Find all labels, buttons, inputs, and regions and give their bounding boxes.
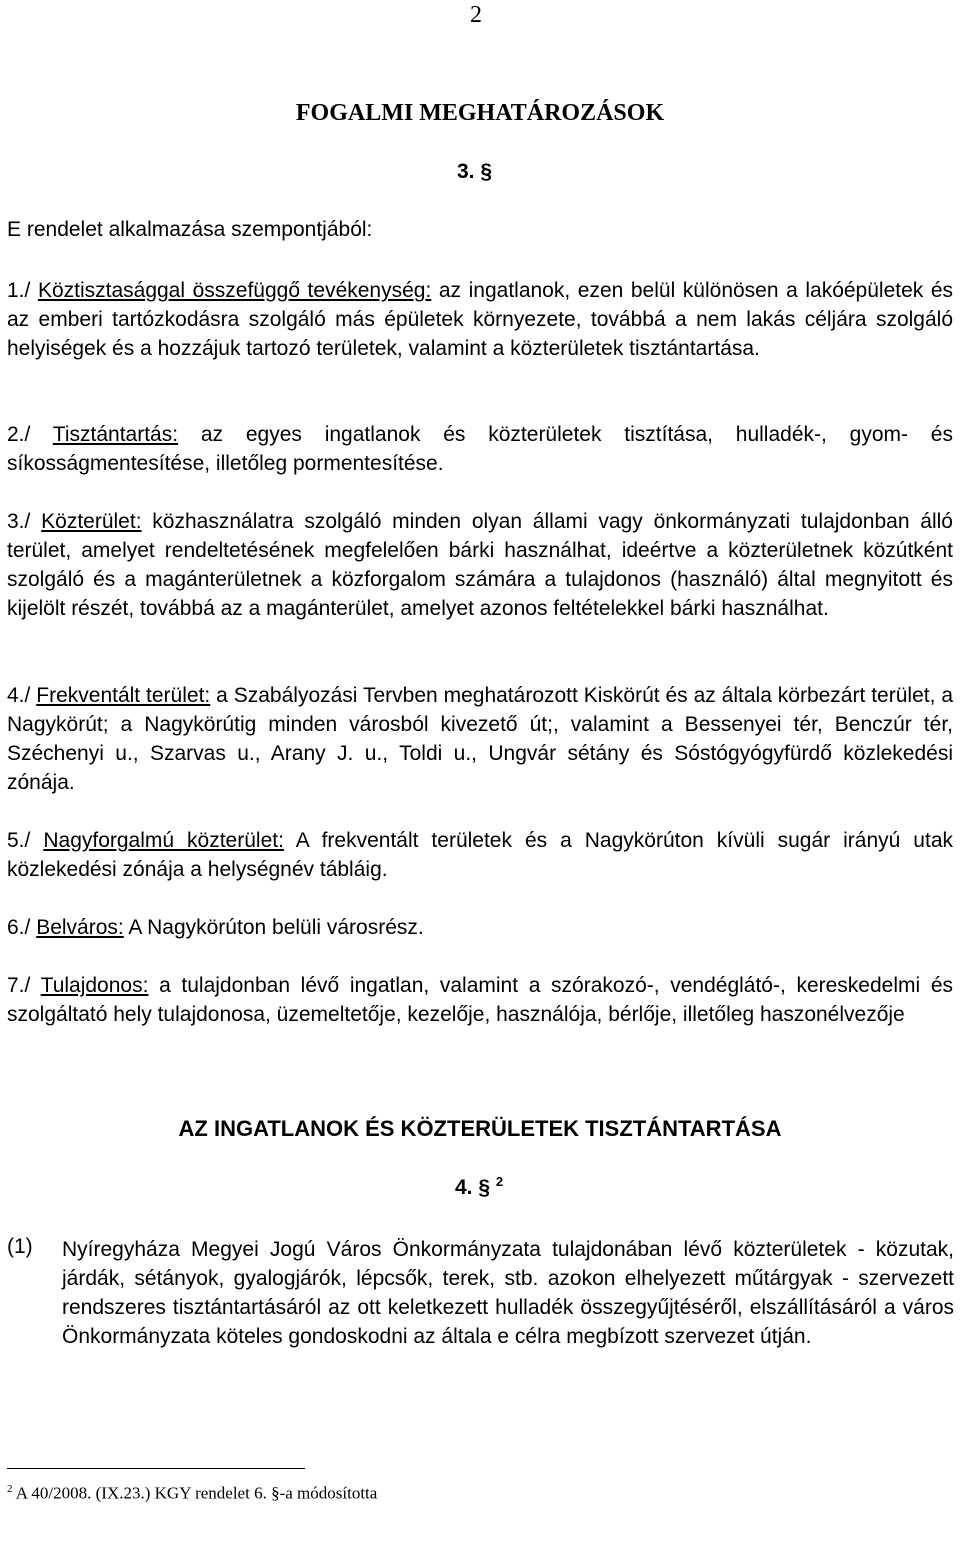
definition-number: 4./ — [7, 684, 31, 707]
definition-text: A Nagykörúton belüli városrész. — [123, 916, 424, 939]
footnote-ref: 2 — [495, 1174, 504, 1189]
definition-term: Tulajdonos: — [40, 974, 149, 997]
footnote-text: A 40/2008. (IX.23.) KGY rendelet 6. §-a módosította — [12, 1483, 378, 1503]
definition-2 — [7, 420, 953, 478]
definition-text: a Szabályozási Tervben meghatározott Kiskörút és az általa körbezárt terület, a Nagykörút; a Nagykörútig minden városból kivezető út;, valamint a Bessenyei tér, Benczúr tér, Széchenyi u., Szarvas u., Arany J. u., Toldi u., Ungvár sétány és Sóstógyógyfürdő közlekedési zónája. — [7, 684, 953, 794]
heading-definitions-text: FOGALMI MEGHATÁROZÁSOK — [295, 100, 665, 126]
definition-text: a tulajdonban lévő ingatlan, valamint a szórakozó-, vendéglátó-, kereskedelmi és szolgáltató hely tulajdonosa, üzemeltetője, kezelője, használója, bérlője, illetőleg haszonélvezője — [7, 974, 953, 1026]
definition-number: 7./ — [7, 974, 31, 997]
item-1-text: Nyíregyháza Megyei Jogú Város Önkormányzata tulajdonában lévő közterületek - közutak, járdák, sétányok, gyalogjárók, lépcsők, terek, stb. azokon elhelyezett műtárgyak - szervezett rendszeres tisztántartásáról az ott keletkezett hulladék összegyűjtéséről, elszállításáról a város Önkormányzata köteles gondoskodni az általa e célra megbízott szervezet útján. — [62, 1238, 954, 1348]
definition-number: 5./ — [7, 829, 31, 852]
definition-number: 2./ — [7, 423, 31, 446]
section-4-label — [455, 1174, 503, 1200]
definition-term: Nagyforgalmú közterület: — [43, 829, 284, 852]
item-1-number: (1) — [7, 1235, 33, 1258]
section-3-label: 3. § — [457, 160, 493, 183]
definition-1 — [7, 276, 953, 363]
definition-4 — [7, 681, 953, 797]
section-4-text: 4. § — [455, 1176, 491, 1199]
definition-5 — [7, 826, 953, 884]
intro-text: E rendelet alkalmazása szempontjából: — [7, 218, 373, 241]
definition-6 — [7, 913, 953, 942]
definition-7 — [7, 971, 953, 1029]
definition-term: Tisztántartás: — [52, 423, 179, 446]
definition-3 — [7, 507, 953, 623]
definition-term: Köztisztasággal összefüggő tevékenység: — [37, 279, 432, 302]
footnote — [7, 1483, 377, 1504]
definition-term: Közterület: — [41, 510, 142, 533]
definition-number: 1./ — [7, 279, 31, 302]
definition-text: az egyes ingatlanok és közterületek tisztítása, hulladék-, gyom- és síkosságmentesítése, illetőleg pormentesítése. — [7, 423, 953, 475]
definition-text: közhasználatra szolgáló minden olyan állami vagy önkormányzati tulajdonban álló terület, amelyet rendeltetésének megfelelően bárki használhat, ideértve a közterületnek közútként szolgáló és a magánterületnek a közforgalom számára a tulajdonos (használó) által megnyitott és kijelölt részét, továbbá az a magánterület, amelyet azonos feltételekkel bárki használhat. — [7, 510, 953, 620]
definition-term: Frekventált terület: — [36, 684, 211, 707]
page-number: 2 — [470, 2, 482, 28]
heading-cleaning: AZ INGATLANOK ÉS KÖZTERÜLETEK TISZTÁNTARTÁSA — [178, 1116, 782, 1141]
definition-term: Belváros: — [36, 916, 124, 939]
footnote-number: 2 — [7, 1483, 13, 1495]
footnote-divider — [7, 1468, 305, 1469]
definition-number: 6./ — [7, 916, 31, 939]
definition-text: A frekventált területek és a Nagykörúton kívüli sugár irányú utak közlekedési zónája a helységnév tábláig. — [7, 829, 953, 881]
definition-number: 3./ — [7, 510, 31, 533]
heading-definitions — [0, 100, 960, 127]
definition-text: az ingatlanok, ezen belül különösen a lakóépületek és az emberi tartózkodásra szolgáló más épületek környezete, továbbá a nem lakás céljára szolgáló helyiségek és a hozzájuk tartozó területek, valamint a közterületek tisztántartása. — [7, 279, 954, 360]
